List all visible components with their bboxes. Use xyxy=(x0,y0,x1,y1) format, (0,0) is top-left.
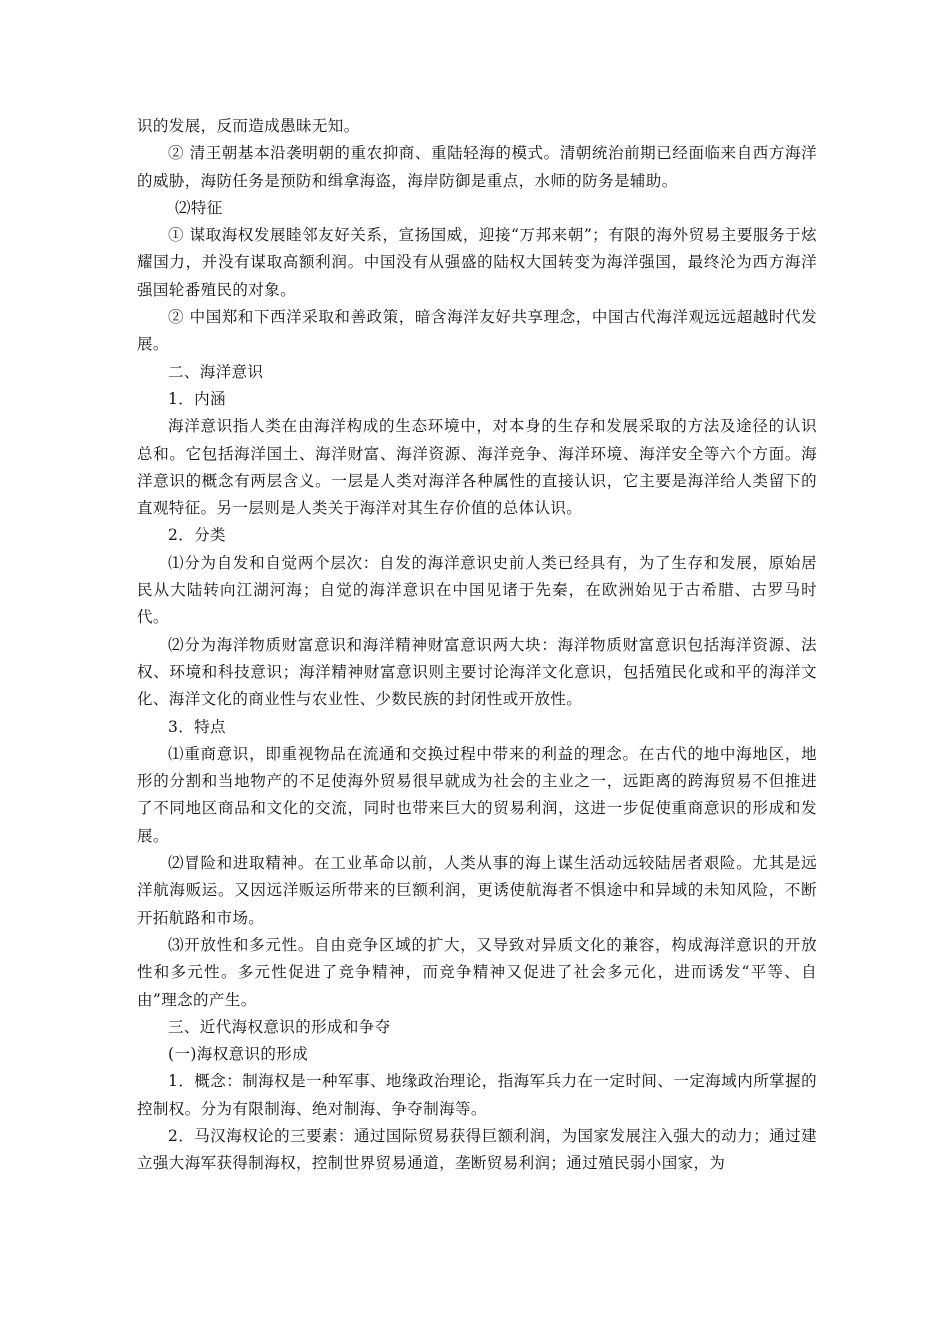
section-heading-sea-power: 三、近代海权意识的形成和争夺 xyxy=(168,1017,391,1036)
paragraph-characteristic-3: ⑶开放性和多元性。自由竞争区域的扩大，又导致对异质文化的兼容，构成海洋意识的开放性和多元性。多元性促进了竞争精神，而竞争精神又促进了社会多元化，进而诱发“平等、自由”理念的产生。 xyxy=(137,935,817,1009)
document-page xyxy=(137,113,817,1178)
subheading-characteristics: 3．特点 xyxy=(168,717,226,736)
paragraph-connotation: 海洋意识指人类在由海洋构成的生态环境中，对本身的生存和发展采取的方法及途径的认识总和。它包括海洋国土、海洋财富、海洋资源、海洋竞争、海洋环境、海洋安全等六个方面。海洋意识的概念有两层含义。一层是人类对海洋各种属性的直接认识，它主要是海洋给人类留下的直观特征。另一层则是人类关于海洋对其生存价值的总体认识。 xyxy=(137,417,817,518)
subheading-sea-power-formation: (一)海权意识的形成 xyxy=(168,1045,309,1064)
section-heading-ocean-awareness: 二、海洋意识 xyxy=(168,362,264,381)
paragraph-classification-1: ⑴分为自发和自觉两个层次：自发的海洋意识史前人类已经具有，为了生存和发展，原始居民从大陆转向江湖河海；自觉的海洋意识在中国见诸于先秦，在欧洲始见于古希腊、古罗马时代。 xyxy=(137,553,817,627)
subheading-features: ⑵特征 xyxy=(175,198,223,217)
paragraph-characteristic-1: ⑴重商意识，即重视物品在流通和交换过程中带来的利益的理念。在古代的地中海地区，地形的分割和当地物产的不足使海外贸易很早就成为社会的主业之一，远距离的跨海贸易不但推进了不同地区商品和文化的交流，同时也带来巨大的贸易利润，这进一步促使重商意识的形成和发展。 xyxy=(137,744,817,845)
paragraph-mahan-elements: 2．马汉海权论的三要素：通过国际贸易获得巨额利润，为国家发展注入强大的动力；通过建立强大海军获得制海权，控制世界贸易通道，垄断贸易利润；通过殖民弱小国家，为 xyxy=(137,1126,817,1173)
paragraph-feature-2: ② 中国郑和下西洋采取和善政策，暗含海洋友好共享理念，中国古代海洋观远远超越时代发展。 xyxy=(137,308,817,354)
paragraph-characteristic-2: ⑵冒险和进取精神。在工业革命以前，人类从事的海上谋生活动远较陆居者艰险。尤其是远洋航海贩运。又因远洋贩运所带来的巨额利润，更诱使航海者不惧途中和异域的未知风险，不断开拓航路和市场。 xyxy=(137,854,817,927)
subheading-classification: 2．分类 xyxy=(168,526,226,545)
subheading-connotation: 1．内涵 xyxy=(168,389,226,408)
paragraph-classification-2: ⑵分为海洋物质财富意识和海洋精神财富意识两大块：海洋物质财富意识包括海洋资源、法权、环境和科技意识；海洋精神财富意识则主要讨论海洋文化意识，包括殖民化或和平的海洋文化、海洋文化的商业性与农业性、少数民族的封闭性或开放性。 xyxy=(137,635,817,709)
paragraph-qing-dynasty: ② 清王朝基本沿袭明朝的重农抑商、重陆轻海的模式。清朝统治前期已经面临来自西方海洋的威胁，海防任务是预防和缉拿海盗，海岸防御是重点，水师的防务是辅助。 xyxy=(137,144,817,190)
paragraph-sea-power-concept: 1．概念：制海权是一种军事、地缘政治理论，指海军兵力在一定时间、一定海域内所掌握的控制权。分为有限制海、绝对制海、争夺制海等。 xyxy=(137,1072,817,1118)
paragraph-continuation: 识的发展，反而造成愚昧无知。 xyxy=(137,117,360,135)
paragraph-feature-1: ① 谋取海权发展睦邻友好关系，宣扬国威，迎接“万邦来朝”；有限的海外贸易主要服务于炫耀国力，并没有谋取高额利润。中国没有从强盛的陆权大国转变为海洋强国，最终沦为西方海洋强国轮番殖民的对象。 xyxy=(137,226,817,299)
